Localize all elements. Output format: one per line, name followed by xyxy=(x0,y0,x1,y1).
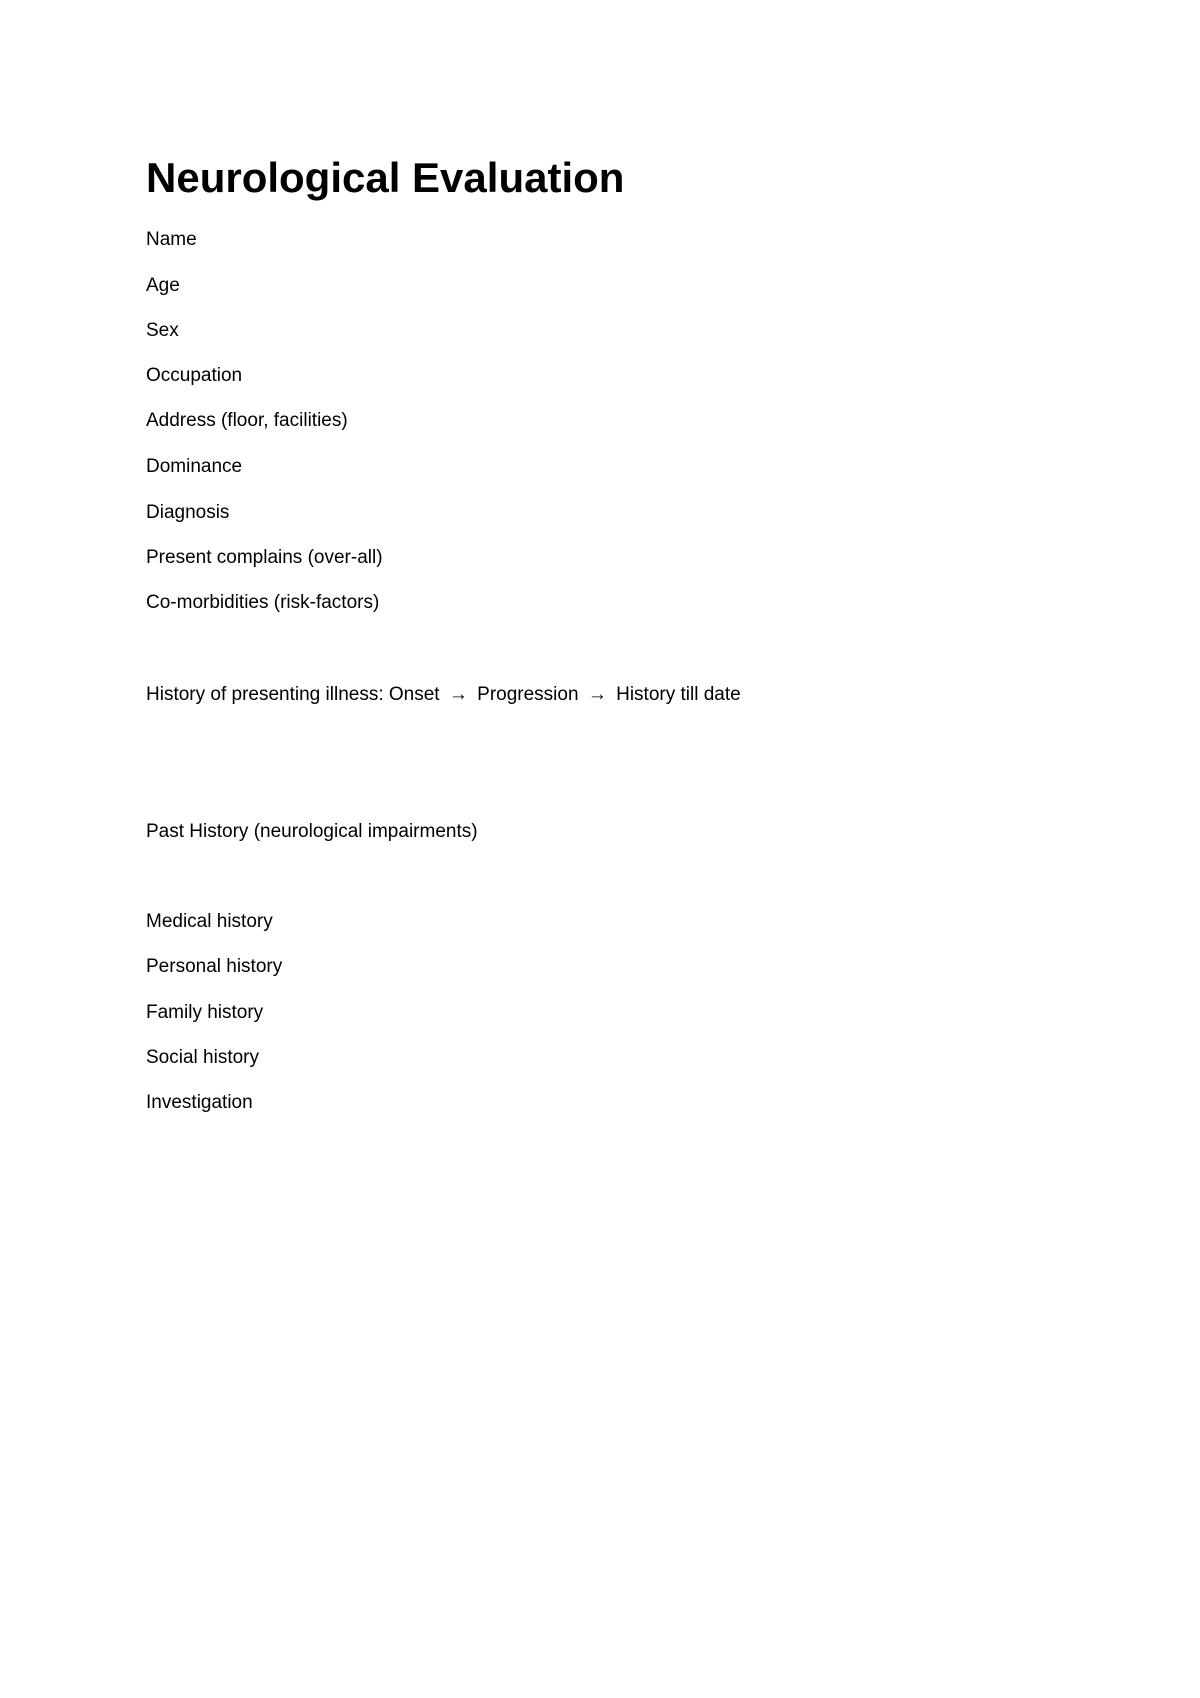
field-comorbidities-label: Co-morbidities (risk-factors) xyxy=(146,592,380,613)
medical-history-label: Medical history xyxy=(146,911,273,932)
history-step-till-date: History till date xyxy=(616,684,741,705)
past-history-heading: Past History (neurological impairments) xyxy=(146,821,478,842)
field-diagnosis-label: Diagnosis xyxy=(146,502,230,523)
field-name-label: Name xyxy=(146,229,197,250)
investigation-label: Investigation xyxy=(146,1092,253,1113)
right-arrow-icon: → xyxy=(448,684,468,705)
family-history-label: Family history xyxy=(146,1002,264,1023)
history-step-progression: Progression xyxy=(477,684,579,705)
personal-history-label: Personal history xyxy=(146,956,283,977)
history-presenting-prefix: History of presenting illness: Onset xyxy=(146,684,440,705)
right-arrow-icon: → xyxy=(587,684,607,705)
field-address-label: Address (floor, facilities) xyxy=(146,410,348,431)
document-title: Neurological Evaluation xyxy=(146,154,625,201)
history-presenting-illness-line xyxy=(146,683,741,707)
field-occupation-label: Occupation xyxy=(146,365,243,386)
field-present-complains-label: Present complains (over-all) xyxy=(146,547,383,568)
field-age-label: Age xyxy=(146,275,180,296)
field-sex-label: Sex xyxy=(146,320,179,341)
social-history-label: Social history xyxy=(146,1047,259,1068)
field-dominance-label: Dominance xyxy=(146,456,243,477)
